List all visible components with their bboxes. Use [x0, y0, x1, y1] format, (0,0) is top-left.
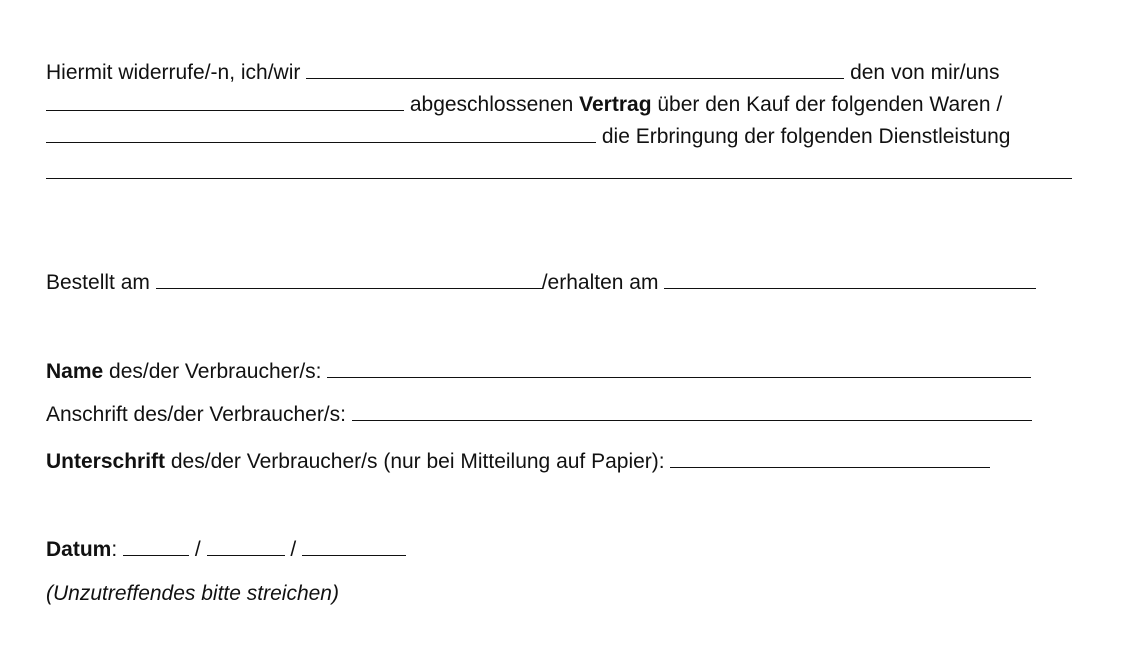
consumer-signature-row	[46, 449, 990, 475]
consumer-address-row	[46, 402, 1032, 428]
withdrawal-prefix: Hiermit widerrufe/-n, ich/wir	[46, 61, 301, 84]
date-month-blank[interactable]	[207, 537, 285, 556]
order-received-row	[46, 270, 1036, 296]
withdrawal-line-1	[46, 60, 1000, 86]
date-row	[46, 537, 406, 563]
withdrawer-name-blank[interactable]	[306, 60, 844, 79]
service-text: die Erbringung der folgenden Dienstleistung	[601, 125, 1011, 148]
signature-label-rest: des/der Verbraucher/s (nur bei Mitteilung auf Papier):	[170, 450, 665, 473]
ordered-label: Bestellt am	[46, 271, 150, 294]
service-blank[interactable]	[46, 160, 1072, 179]
strike-note-row	[46, 581, 339, 607]
goods-text: über den Kauf der folgenden Waren /	[657, 93, 1003, 116]
withdrawal-line-3	[46, 124, 1010, 150]
name-label-bold: Name	[46, 360, 104, 383]
received-date-blank[interactable]	[664, 270, 1036, 289]
date-day-blank[interactable]	[123, 537, 189, 556]
ordered-date-blank[interactable]	[156, 270, 542, 289]
withdrawal-suffix: den von mir/uns	[850, 61, 1000, 84]
contract-text: abgeschlossenen	[409, 93, 574, 116]
withdrawal-line-4	[46, 160, 1072, 186]
goods-blank[interactable]	[46, 124, 596, 143]
signature-blank[interactable]	[670, 449, 990, 468]
withdrawal-line-2	[46, 92, 1002, 118]
date-colon: :	[111, 538, 118, 561]
consumer-name-row	[46, 359, 1031, 385]
date-separator-2: /	[290, 538, 297, 561]
date-label: Datum	[46, 538, 112, 561]
date-year-blank[interactable]	[302, 537, 406, 556]
strike-note: (Unzutreffendes bitte streichen)	[46, 582, 339, 605]
signature-label-bold: Unterschrift	[46, 450, 166, 473]
contract-keyword: Vertrag	[579, 93, 652, 116]
contract-party-blank[interactable]	[46, 92, 404, 111]
consumer-address-blank[interactable]	[352, 402, 1032, 421]
consumer-name-blank[interactable]	[327, 359, 1031, 378]
address-label: Anschrift des/der Verbraucher/s:	[46, 403, 346, 426]
date-separator-1: /	[194, 538, 201, 561]
name-label-rest: des/der Verbraucher/s:	[109, 360, 322, 383]
received-label: /erhalten am	[541, 271, 659, 294]
